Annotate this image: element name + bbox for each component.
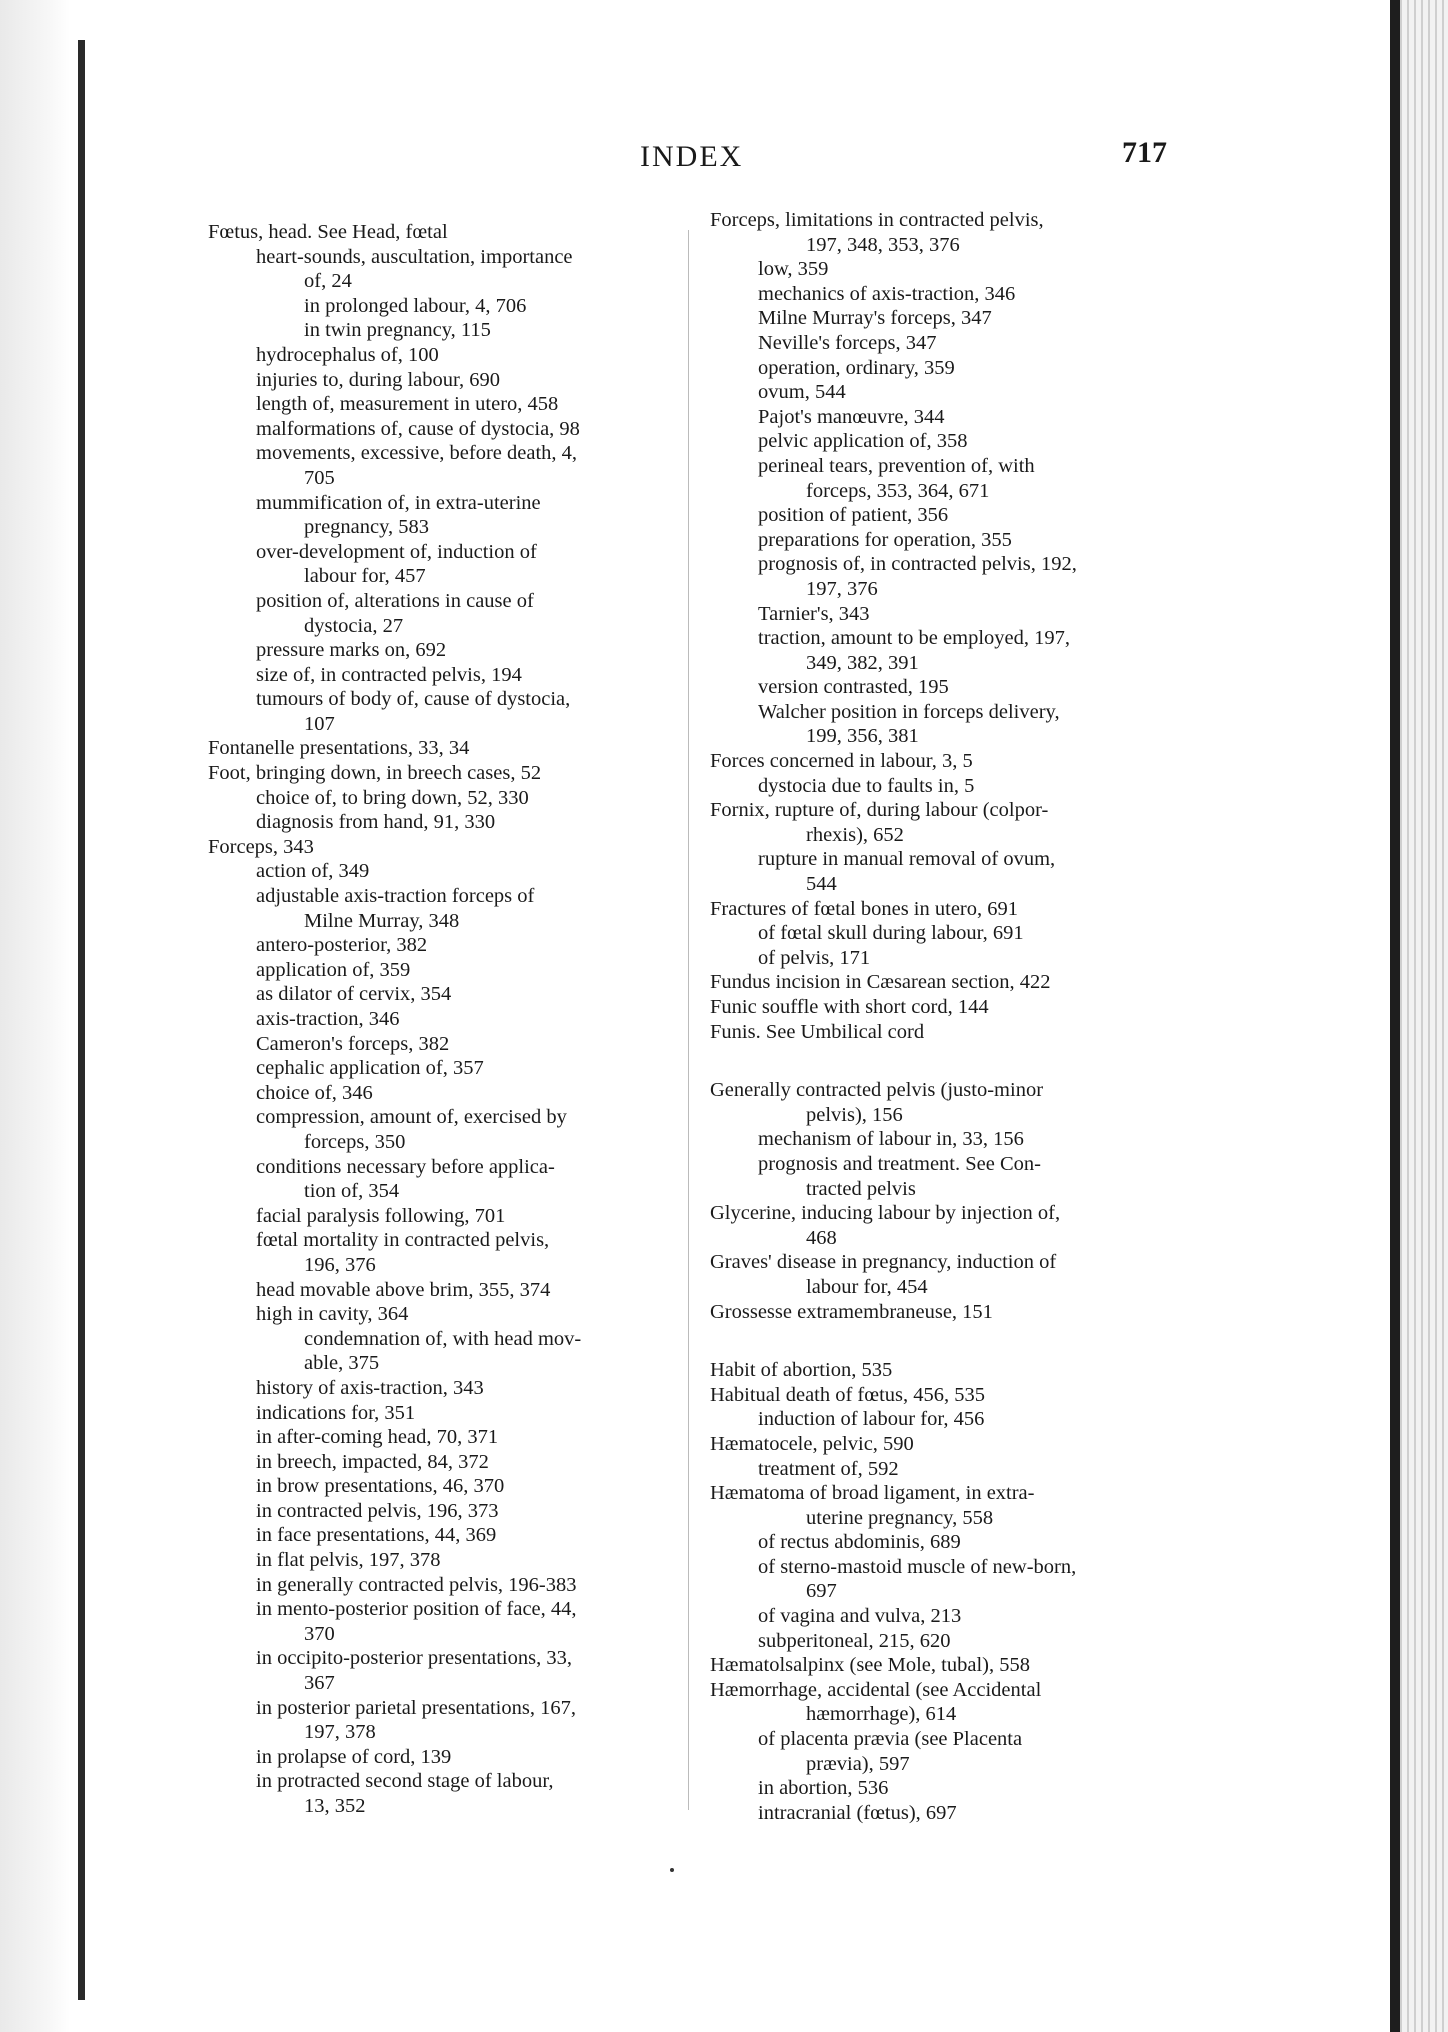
index-subentry: high in cavity, 364 bbox=[256, 1303, 409, 1326]
index-subentry: in brow presentations, 46, 370 bbox=[256, 1475, 505, 1498]
index-subentry: uterine pregnancy, 558 bbox=[806, 1506, 994, 1529]
index-subentry: low, 359 bbox=[758, 258, 829, 281]
index-entry: Hæmorrhage, accidental (see Accidental bbox=[710, 1678, 1042, 1701]
index-entry: Hæmatocele, pelvic, 590 bbox=[710, 1432, 914, 1455]
index-subentry: hydrocephalus of, 100 bbox=[256, 343, 439, 366]
index-subentry: mechanics of axis-traction, 346 bbox=[758, 282, 1016, 305]
index-entry: Forceps, limitations in contracted pelvis, bbox=[710, 209, 1044, 231]
index-subentry: adjustable axis-traction forceps of bbox=[256, 885, 535, 908]
index-subentry: mechanism of labour in, 33, 156 bbox=[758, 1128, 1024, 1151]
index-entry: Forceps, 343 bbox=[208, 835, 314, 858]
index-subentry: in protracted second stage of labour, bbox=[256, 1770, 554, 1793]
index-subentry: 13, 352 bbox=[304, 1795, 366, 1817]
index-subentry: tracted pelvis bbox=[806, 1177, 916, 1200]
index-subentry: pressure marks on, 692 bbox=[256, 639, 447, 662]
page-title: INDEX bbox=[640, 140, 744, 173]
index-subentry: length of, measurement in utero, 458 bbox=[256, 393, 559, 416]
index-entry: Funis. See Umbilical cord bbox=[710, 1020, 925, 1043]
index-subentry: movements, excessive, before death, 4, bbox=[256, 442, 578, 465]
index-subentry: 196, 376 bbox=[304, 1253, 376, 1276]
index-entry: Fœtus, head. See Head, fœtal bbox=[208, 221, 448, 243]
index-subentry: prognosis of, in contracted pelvis, 192, bbox=[758, 553, 1077, 576]
index-subentry: prævia), 597 bbox=[806, 1752, 910, 1775]
index-subentry: malformations of, cause of dystocia, 98 bbox=[256, 417, 580, 440]
section-gap bbox=[710, 1044, 1190, 1078]
index-subentry: 370 bbox=[304, 1622, 335, 1645]
index-subentry: facial paralysis following, 701 bbox=[256, 1204, 506, 1227]
index-subentry: Cameron's forceps, 382 bbox=[256, 1032, 450, 1055]
index-entry: Habit of abortion, 535 bbox=[710, 1359, 893, 1382]
page-speck bbox=[670, 1868, 674, 1872]
index-subentry: 544 bbox=[806, 873, 837, 896]
index-subentry: tumours of body of, cause of dystocia, bbox=[256, 688, 571, 711]
index-subentry: pregnancy, 583 bbox=[304, 516, 430, 539]
index-subentry: action of, 349 bbox=[256, 860, 370, 883]
index-subentry: Walcher position in forceps delivery, bbox=[758, 700, 1060, 723]
index-subentry: operation, ordinary, 359 bbox=[758, 356, 955, 379]
index-subentry: Tarnier's, 343 bbox=[758, 602, 870, 625]
index-subentry: axis-traction, 346 bbox=[256, 1008, 400, 1030]
index-subentry: induction of labour for, 456 bbox=[758, 1408, 985, 1431]
index-subentry: preparations for operation, 355 bbox=[758, 528, 1012, 551]
index-subentry: history of axis-traction, 343 bbox=[256, 1376, 484, 1399]
index-subentry: 197, 378 bbox=[304, 1721, 376, 1744]
index-subentry: Milne Murray's forceps, 347 bbox=[758, 307, 992, 330]
index-subentry: version contrasted, 195 bbox=[758, 676, 949, 699]
page-edges bbox=[1400, 0, 1448, 2032]
index-subentry: of pelvis, 171 bbox=[758, 946, 871, 969]
index-subentry: hæmorrhage), 614 bbox=[806, 1703, 957, 1726]
index-subentry: heart-sounds, auscultation, importance bbox=[256, 245, 573, 268]
index-subentry: traction, amount to be employed, 197, bbox=[758, 627, 1070, 650]
index-subentry: choice of, to bring down, 52, 330 bbox=[256, 786, 529, 809]
index-subentry: fœtal mortality in contracted pelvis, bbox=[256, 1229, 550, 1252]
index-subentry: indications for, 351 bbox=[256, 1401, 416, 1424]
index-subentry: ovum, 544 bbox=[758, 381, 846, 404]
index-subentry: intracranial (fœtus), 697 bbox=[758, 1801, 957, 1824]
index-subentry: diagnosis from hand, 91, 330 bbox=[256, 811, 496, 834]
index-subentry: 697 bbox=[806, 1580, 837, 1603]
book-spine-shadow bbox=[78, 40, 85, 2000]
index-entry: Glycerine, inducing labour by injection of, bbox=[710, 1202, 1061, 1225]
index-subentry: tion of, 354 bbox=[304, 1180, 400, 1203]
index-subentry: labour for, 454 bbox=[806, 1275, 928, 1298]
index-entry: Generally contracted pelvis (justo-minor bbox=[710, 1079, 1044, 1102]
index-subentry: treatment of, 592 bbox=[758, 1457, 899, 1480]
index-entry: Foot, bringing down, in breech cases, 52 bbox=[208, 762, 542, 785]
index-subentry: 349, 382, 391 bbox=[806, 651, 919, 674]
index-subentry: position of, alterations in cause of bbox=[256, 589, 534, 612]
index-subentry: condemnation of, with head mov- bbox=[304, 1327, 582, 1350]
index-subentry: head movable above brim, 355, 374 bbox=[256, 1278, 551, 1301]
page-header bbox=[0, 136, 1448, 180]
index-subentry: application of, 359 bbox=[256, 958, 411, 981]
index-subentry: Neville's forceps, 347 bbox=[758, 331, 937, 354]
index-entry: Fundus incision in Cæsarean section, 422 bbox=[710, 971, 1051, 994]
index-subentry: of vagina and vulva, 213 bbox=[758, 1605, 962, 1628]
index-subentry: rupture in manual removal of ovum, bbox=[758, 848, 1056, 871]
index-subentry: 197, 348, 353, 376 bbox=[806, 233, 960, 256]
index-subentry: over-development of, induction of bbox=[256, 540, 537, 563]
index-subentry: in occipito-posterior presentations, 33, bbox=[256, 1647, 572, 1670]
index-subentry: cephalic application of, 357 bbox=[256, 1057, 484, 1080]
index-subentry: rhexis), 652 bbox=[806, 823, 904, 846]
index-subentry: in face presentations, 44, 369 bbox=[256, 1524, 497, 1547]
index-entry: Grossesse extramembraneuse, 151 bbox=[710, 1300, 993, 1323]
index-entry: Fractures of fœtal bones in utero, 691 bbox=[710, 897, 1018, 920]
index-subentry: size of, in contracted pelvis, 194 bbox=[256, 663, 522, 686]
index-subentry: Milne Murray, 348 bbox=[304, 909, 460, 932]
index-entry: Funic souffle with short cord, 144 bbox=[710, 996, 989, 1018]
index-subentry: in after-coming head, 70, 371 bbox=[256, 1426, 499, 1449]
index-subentry: forceps, 353, 364, 671 bbox=[806, 479, 990, 502]
index-subentry: as dilator of cervix, 354 bbox=[256, 983, 452, 1006]
index-subentry: pelvis), 156 bbox=[806, 1103, 903, 1126]
index-subentry: of placenta prævia (see Placenta bbox=[758, 1728, 1023, 1751]
index-entry: Fornix, rupture of, during labour (colpor- bbox=[710, 799, 1049, 822]
index-subentry: in generally contracted pelvis, 196-383 bbox=[256, 1573, 577, 1596]
index-subentry: perineal tears, prevention of, with bbox=[758, 454, 1035, 477]
index-subentry: antero-posterior, 382 bbox=[256, 934, 428, 957]
index-subentry: dystocia due to faults in, 5 bbox=[758, 774, 975, 797]
index-subentry: labour for, 457 bbox=[304, 565, 426, 588]
index-subentry: in prolonged labour, 4, 706 bbox=[304, 294, 527, 317]
index-subentry: injuries to, during labour, 690 bbox=[256, 368, 501, 391]
index-subentry: position of patient, 356 bbox=[758, 504, 949, 527]
index-subentry: 367 bbox=[304, 1672, 335, 1695]
index-subentry: of fœtal skull during labour, 691 bbox=[758, 922, 1024, 945]
index-subentry: 468 bbox=[806, 1226, 837, 1249]
index-subentry: in abortion, 536 bbox=[758, 1777, 889, 1800]
index-subentry: forceps, 350 bbox=[304, 1130, 406, 1153]
index-entry: Hæmatolsalpinx (see Mole, tubal), 558 bbox=[710, 1654, 1030, 1677]
index-subentry: conditions necessary before applica- bbox=[256, 1155, 555, 1178]
index-subentry: in prolapse of cord, 139 bbox=[256, 1745, 452, 1768]
index-entry: Forces concerned in labour, 3, 5 bbox=[710, 750, 973, 773]
index-entry: Graves' disease in pregnancy, induction of bbox=[710, 1251, 1057, 1274]
column-divider bbox=[688, 230, 689, 1810]
index-subentry: 107 bbox=[304, 712, 335, 735]
index-subentry: prognosis and treatment. See Con- bbox=[758, 1152, 1041, 1175]
left-page-gutter bbox=[0, 0, 70, 2032]
index-subentry: able, 375 bbox=[304, 1352, 380, 1375]
index-subentry: mummification of, in extra-uterine bbox=[256, 491, 541, 514]
index-subentry: 199, 356, 381 bbox=[806, 725, 919, 748]
index-subentry: of sterno-mastoid muscle of new-born, bbox=[758, 1555, 1077, 1578]
index-subentry: 705 bbox=[304, 466, 335, 489]
index-subentry: Pajot's manœuvre, 344 bbox=[758, 405, 945, 428]
section-gap bbox=[710, 1324, 1190, 1358]
index-subentry: in contracted pelvis, 196, 373 bbox=[256, 1499, 499, 1522]
index-subentry: in posterior parietal presentations, 167, bbox=[256, 1696, 576, 1719]
index-entry: Fontanelle presentations, 33, 34 bbox=[208, 737, 470, 760]
index-subentry: dystocia, 27 bbox=[304, 614, 404, 637]
index-entry: Hæmatoma of broad ligament, in extra- bbox=[710, 1482, 1035, 1505]
index-entry: Habitual death of fœtus, 456, 535 bbox=[710, 1383, 985, 1406]
index-subentry: of rectus abdominis, 689 bbox=[758, 1531, 961, 1554]
index-subentry: pelvic application of, 358 bbox=[758, 430, 968, 453]
page-number: 717 bbox=[1122, 136, 1167, 169]
index-subentry: in breech, impacted, 84, 372 bbox=[256, 1450, 489, 1473]
index-subentry: of, 24 bbox=[304, 270, 352, 293]
index-column-left bbox=[208, 220, 688, 1819]
index-subentry: in twin pregnancy, 115 bbox=[304, 319, 491, 342]
index-subentry: 197, 376 bbox=[806, 577, 878, 600]
index-subentry: compression, amount of, exercised by bbox=[256, 1106, 567, 1129]
index-subentry: subperitoneal, 215, 620 bbox=[758, 1629, 951, 1652]
index-subentry: choice of, 346 bbox=[256, 1081, 373, 1104]
index-subentry: in mento-posterior position of face, 44, bbox=[256, 1598, 577, 1621]
page-edge-border bbox=[1390, 0, 1400, 2032]
index-subentry: in flat pelvis, 197, 378 bbox=[256, 1549, 441, 1572]
index-column-right bbox=[710, 208, 1190, 1825]
